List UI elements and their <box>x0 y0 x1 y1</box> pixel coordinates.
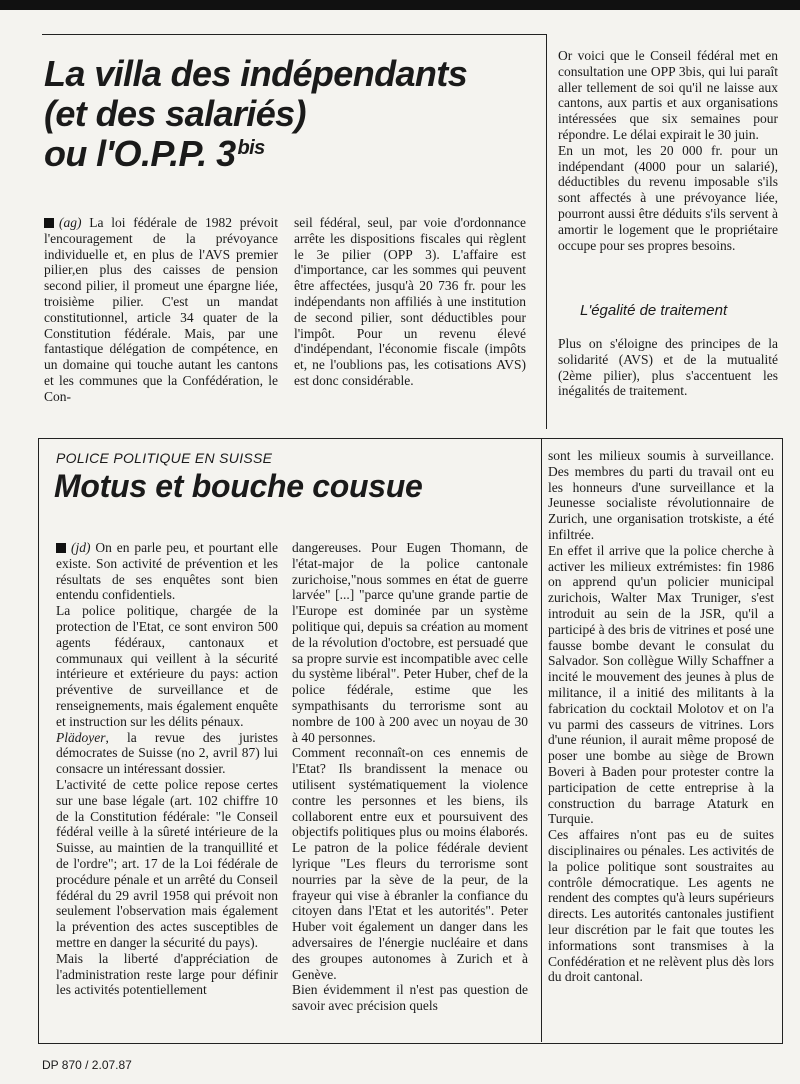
article1-subhead: L'égalité de traitement <box>580 302 728 319</box>
article1-column-rule <box>546 34 547 429</box>
article1-col3 <box>558 48 778 253</box>
article2-byline: (jd) <box>71 540 91 555</box>
article2-kicker: POLICE POLITIQUE EN SUISSE <box>56 450 273 466</box>
headline-superscript: bis <box>237 137 265 159</box>
article2-headline: Motus et bouche cousue <box>54 468 423 504</box>
article2-col1-p3: , la revue des juristes démocrates de Suisse (no 2, avril 87) lui consacre un intéressant dossier. <box>56 729 278 777</box>
article2-col2-p3: Bien évidemment il n'est pas question de savoir avec précision quels <box>292 982 528 1014</box>
article1-col2 <box>294 215 526 389</box>
article2-col1-p2: La police politique, chargée de la protection de l'Etat, ce sont environ 500 agents fédéraux, cantonaux et communaux qui veillent à la sécurité intérieure et extérieure du pays: action préventive de surveillance et de renseignements, mais également enquête et instruction sur les délits pénaux. <box>56 603 278 729</box>
bullet-icon <box>44 218 54 228</box>
article1-col3-p1: Or voici que le Conseil fédéral met en consultation une OPP 3bis, qui lui paraît aller tellement de soi qu'il ne laisse aux cantons, aux partis et aux organisations intéressées que six semaines pour répondre. Le délai expirait le 30 juin. <box>558 48 778 142</box>
article2-column-rule <box>541 438 542 1042</box>
article1-col1-text: La loi fédérale de 1982 prévoit l'encouragement de la prévoyance individuelle et, en plus de l'AVS premier pilier,en plus des caisses de pension second pilier, il promeut une épargne liée, troisième pilier. C'est un mandat constitutionnel, article 34 quater de la Constitution fédérale. Mais, par une fantastique délégation de compétence, en un domaine qui touche autant les cantons et les communes que la Confédération, le Con- <box>44 215 278 404</box>
article2-col1-p5: Mais la liberté d'appréciation de l'administration reste large pour définir les activités potentiellement <box>56 950 278 998</box>
article2-col3-p2: En effet il arrive que la police cherche à activer les milieux extrémistes: fin 1986 on apprend qu'un policier municipal zurichois, Walter Max Truniger, s'est introduit au sein de la JSR, qu'il a participé à des bris de vitrines et posé une fausse bombe devant le consulat du Salvador. Son collègue Willy Schaffner a incité le mouvement des jeunes à plus de militance, il a initié des militants à la fabrication du cocktail Molotov et on l'a vu parmi des casseurs de vitrines. Lors d'une réunion, il aurait même proposé de poser une bombe au siège de Brown Boveri à Baden pour protester contre la participation de cette entreprise à la construction du barrage Ataturk en Turquie. <box>548 542 774 827</box>
footer-issue: DP 870 / 2.07.87 <box>42 1058 132 1072</box>
article1-headline-line2: (et des salariés) <box>44 93 306 134</box>
article1-headline-line3: ou l'O.P.P. 3 $^{bis}$ <box>44 133 265 174</box>
article1-col3-p3: Plus on s'éloigne des principes de la solidarité (AVS) et de la mutualité (2ème pilier), plus s'accentuent les inégalités de traitement. <box>558 336 778 399</box>
bullet-icon <box>56 543 66 553</box>
article2-col2 <box>292 540 528 1014</box>
article2-col3-p3: Ces affaires n'ont pas eu de suites disciplinaires ou pénales. Les activités de la police politique sont soustraites au contrôle démocratique. Les agents ne rendent des comptes qu'à leurs supérieurs directs. Les autorités cantonales justifient leur discrétion par le fait que toutes les informations sont transmises à la Confédération et ne relèvent plus dès lors du droit cantonal. <box>548 827 774 985</box>
article2-col1-p1: On en parle peu, et pourtant elle existe. Son activité de prévention et les résultats de ses enquêtes sont bien entendu confidentiels. <box>56 540 278 603</box>
article1-headline <box>44 54 544 174</box>
article2-col1 <box>56 540 278 998</box>
article2-col3-p1: sont les milieux soumis à surveillance. Des membres du parti du travail ont eu les honneurs d'une surveillance et la Jeunesse socialiste révolutionnaire de Zurich, une organisation trotskiste, a été infiltrée. <box>548 448 774 542</box>
article1-col3-p2: En un mot, les 20 000 fr. pour un indépendant (4000 pour un salarié), déductibles du revenu imposable s'ils sont affectés à une prévoyance liée, pourront aussi être déduits s'ils servent à amortir le logement que le propriétaire occupe pour ses propres besoins. <box>558 142 778 253</box>
article1-byline: (ag) <box>59 215 82 230</box>
article1-headline-line1: La villa des indépendants <box>44 53 468 94</box>
article2-col2-p2: Comment reconnaît-on ces ennemis de l'Etat? Ils brandissent la menace ou utilisent systématiquement la violence contre les personnes et les biens, ils collaborent entre eux et poursuivent des objectifs politiques plus ou moins élaborés. Le patron de la police fédérale devient lyrique "Les fleurs du terrorisme sont nourries par la sève de la peur, de la frayeur qui vise à ébranler la confiance du citoyen dans l'Etat et les autorités". Peter Huber voit également un danger dans les adversaires de l'énergie nucléaire et dans des groupes autonomes à Zurich et à Genève. <box>292 745 528 982</box>
article1-col3-bottom <box>558 336 778 399</box>
article2-col3 <box>548 448 774 985</box>
top-edge-bar <box>0 0 800 10</box>
article2-col1-p4: L'activité de cette police repose certes sur une base légale (art. 102 chiffre 10 de la Constitution fédérale: "le Conseil fédéral veille à la sûreté intérieure de la Suisse, au maintien de la tranquillité et de l'ordre"; art. 17 de la Loi fédérale de procédure pénale et un arrêté du Conseil fédéral du 29 avril 1958 qui prévoit non seulement l'observation mais également la prévention des actes susceptibles de mettre en danger la sécurité du pays). <box>56 776 278 950</box>
article2-col2-p1: dangereuses. Pour Eugen Thomann, de l'état-major de la police cantonale zurichoise,"nous sommes en état de guerre larvée" [...] "parce qu'une grande partie de l'Europe est dominée par un système politique qui, depuis sa création au moment de la révolution d'octobre, est persuadé que sa propre survie est incompatible avec celle du système libéral". Peter Huber, chef de la police fédérale, estime que les sympathisants du terrorisme sont au nombre de 100 à 200 avec un noyau de 30 à 40 personnes. <box>292 540 528 745</box>
article1-top-rule <box>42 34 547 35</box>
article1-col1 <box>44 215 278 405</box>
article1-col2-text: seil fédéral, seul, par voie d'ordonnance arrête les dispositions fiscales qui règlent le 3e pilier (OPP 3). L'affaire est d'importance, car les sommes qui peuvent être affectées, jusqu'à 20 736 fr. pour les indépendants non affiliés à une institution de second pilier, sont déductibles pour l'impôt. Pour un revenu élevé d'indépendant, l'économie fiscale (impôts et, ne l'oublions pas, les cotisations AVS) est donc considérable. <box>294 215 526 388</box>
article2-publication-name: Plädoyer <box>56 729 106 745</box>
